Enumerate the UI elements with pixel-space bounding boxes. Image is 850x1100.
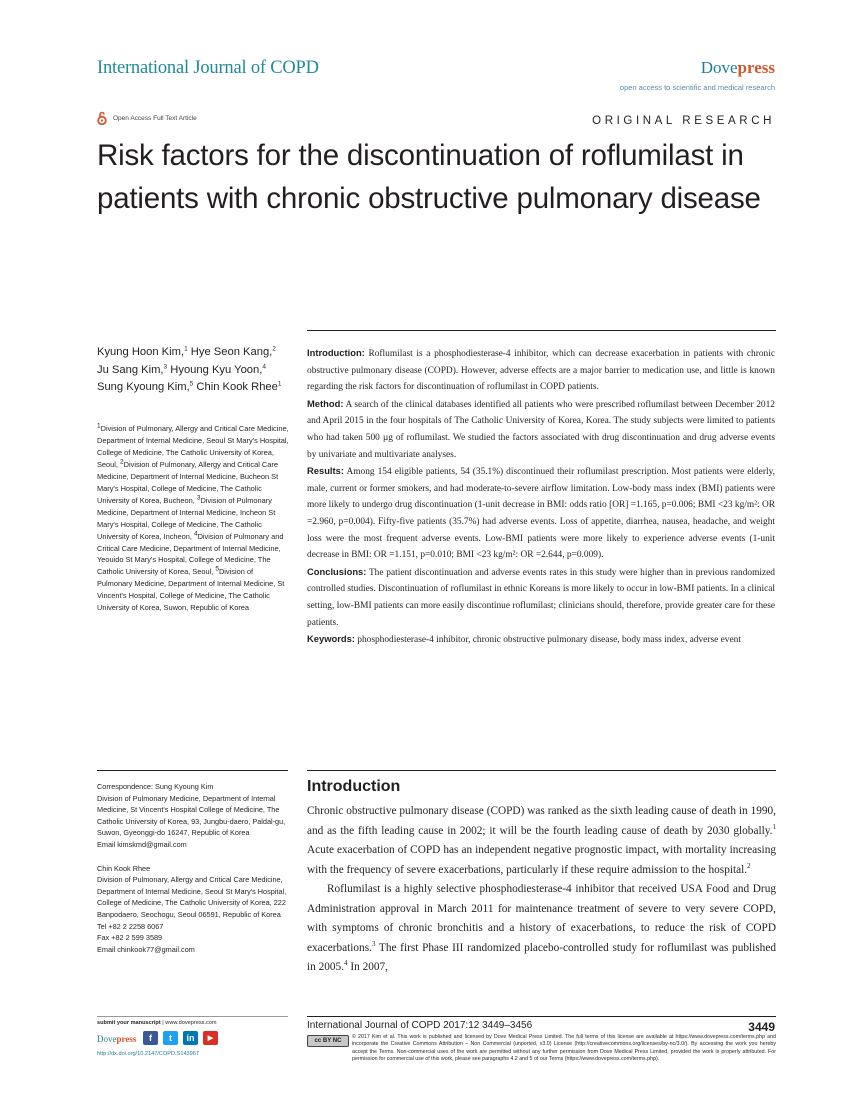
correspondence-name: Correspondence: Sung Kyoung Kim (97, 782, 214, 791)
page-number: 3449 (748, 1020, 775, 1034)
abstract (307, 345, 775, 649)
body-text: Chronic obstructive pulmonary disease (COPD) was ranked as the sixth leading cause of death in 1990, and as the fifth leading cause in 2002; it will be the fourth leading cause of death by 2030 globally. (307, 805, 776, 837)
author-affil-ref: 4 (262, 362, 266, 370)
affil-text: Division of Pulmonary Medicine, Department of Internal Medicine, Incheon St Mary's Hospital, College of Medicine, The Catholic University of Korea, Incheon, (97, 495, 276, 541)
correspondence-email[interactable]: Email kimskmd@gmail.com (97, 839, 187, 849)
spacer (97, 851, 292, 863)
correspondence-tel: Tel +82 2 2258 6067 (97, 921, 164, 931)
abstract-text: phosphodiesterase-4 inhibitor, chronic obstructive pulmonary disease, body mass index, adverse event (354, 635, 741, 646)
linkedin-icon[interactable]: in (183, 1031, 198, 1045)
dovepress-logo[interactable] (701, 58, 775, 78)
open-access-label: Open Access Full Text Article (113, 114, 197, 122)
abstract-results (307, 463, 775, 564)
brand-press: press (737, 58, 775, 77)
correspondence-address: Division of Pulmonary Medicine, Department of Internal Medicine, St Vincent's Hospital College of Medicine, The Catholic University of Korea, 93, Jungbu-daero, Paldal-gu, Suwon, Gyeonggi-do 16247, Republic of Korea (97, 793, 286, 838)
author-name: Ju Sang Kim, (97, 363, 164, 376)
dovepress-footer-logo[interactable] (97, 1034, 136, 1044)
brand-dove: Dove (700, 58, 738, 77)
dovepress-url-link[interactable]: www.dovepress.com (165, 1020, 217, 1026)
author-name: Hyoung Kyu Yoon, (167, 363, 263, 376)
abstract-text: Roflumilast is a phosphodiesterase-4 inhibitor, which can decrease exacerbation in patients with chronic obstructive pulmonary disease (COPD). However, adverse effects are a major barrier to medication use, and little is known regarding the risk factors for discontinuation of roflumilast in COPD patients. (307, 349, 775, 393)
author-affil-ref: 1 (277, 380, 282, 388)
submit-manuscript-link[interactable]: submit your manuscript (97, 1020, 161, 1026)
affil-text: Division of Pulmonary and Critical Care Medicine, Department of Internal Medicine, Yeouido St Mary's Hospital, College of Medicine, The Catholic University of Korea, Seoul, (97, 531, 284, 577)
abstract-text: A search of the clinical databases identified all patients who were prescribed roflumilast between December 2012 and April 2015 in the four hospitals of The Catholic University of Korea, Korea. The study subjects were limited to patients who had taken 500 µg of roflumilast. We studied the factors associated with drug discontinuation and drug adverse events by univariate and multivariate analyses. (307, 399, 775, 460)
abstract-text: Among 154 eligible patients, 54 (35.1%) discontinued their roflumilast prescription. Most patients were elderly, male, current or former smokers, and had moderate-to-severe airflow limitation. Low-body mass index (BMI) patients were more likely to undergo drug discontinuation (1-unit decrease in BMI: odds ratio [OR] =1.165, p=0.006; BMI <23 kg/m²: OR =2.960, p=0.004). Fifty-five patients (35.7%) had adverse events. Loss of appetite, diarrhea, nausea, headache, and weight loss were the most frequent adverse events. Low-BMI patients were more likely to experience adverse events (1-unit decrease in BMI: OR =1.151, p=0.010; BMI <23 kg/m²: OR =2.644, p=0.009). (307, 467, 775, 561)
affil-number: 3 (196, 494, 201, 502)
correspondence-name: Chin Kook Rhee (97, 863, 151, 873)
submit-manuscript-line (97, 1020, 217, 1026)
abstract-keywords (307, 631, 775, 649)
affil-number: 5 (215, 565, 219, 573)
abstract-introduction (307, 345, 775, 396)
doi-link[interactable]: http://dx.doi.org/10.2147/COPD.S143967 (97, 1051, 199, 1057)
body-text: In 2007, (347, 961, 389, 973)
correspondence-top-rule (97, 770, 288, 771)
journal-name: International Journal of COPD (97, 58, 319, 78)
introduction-paragraph (307, 802, 776, 880)
open-access-lock-icon (97, 111, 107, 125)
footer-rule-right (307, 1016, 776, 1017)
abstract-method (307, 396, 775, 463)
abstract-label: Method: (307, 397, 344, 409)
article-type: ORIGINAL RESEARCH (592, 115, 775, 127)
correspondence-address: Division of Pulmonary, Allergy and Critical Care Medicine, Department of Internal Medicine, Seoul St Mary's Hospital, College of Medicine, The Catholic University of Korea, 222 Banpodaero, Seochogu, Seoul 06591, Republic of Korea (97, 875, 287, 919)
abstract-label: Introduction: (307, 347, 365, 358)
author-list (97, 344, 287, 397)
affil-number: 2 (120, 458, 124, 466)
introduction-top-rule (307, 770, 776, 771)
journal-citation: International Journal of COPD 2017:12 3449–3456 (307, 1020, 533, 1031)
citation-ref[interactable]: 3 (371, 939, 376, 948)
footer-rule-left (97, 1016, 288, 1017)
brand-tagline: open access to scientific and medical research (619, 83, 775, 92)
abstract-conclusions (307, 564, 775, 631)
social-links (143, 1031, 218, 1045)
affil-text: Division of Pulmonary, Allergy and Critical Care Medicine, Department of Internal Medicine, Bucheon St Mary's Hospital, College of Medicine, The Catholic University of Korea, Bucheon, (97, 459, 279, 505)
introduction-paragraph (307, 880, 776, 978)
correspondence-email[interactable]: Email chinkook77@gmail.com (97, 944, 195, 954)
open-access-badge (97, 111, 197, 125)
abstract-top-rule (307, 330, 776, 331)
correspondence (97, 781, 292, 955)
separator: | (160, 1020, 166, 1026)
author-affil-ref: 5 (189, 380, 194, 388)
abstract-label: Conclusions: (307, 565, 367, 577)
correspondence-fax: Fax +82 2 599 3589 (97, 933, 163, 943)
brand-press: press (116, 1034, 137, 1044)
author-name: Hye Seon Kang, (187, 346, 273, 358)
affil-text: Division of Pulmonary, Allergy and Critical Care Medicine, Department of Internal Medicine, Seoul St Mary's Hospital, College of Medicine, The Catholic University of Korea, Seoul, (97, 424, 289, 469)
affil-number: 1 (97, 422, 101, 430)
affil-text: Division of Pulmonary Medicine, Department of Internal Medicine, St Vincent's Hospital, College of Medicine, The Catholic University of Korea, Suwon, Republic of Korea (97, 567, 285, 613)
author-name: Chin Kook Rhee (193, 381, 278, 394)
body-text: Roflumilast is a highly selective phosphodiesterase-4 inhibitor that received USA Food and Drug Administration approval in March 2011 for maintenance treatment of severe to very severe COPD, with symptoms of chronic bronchitis and a history of exacerbations, to reduce the risk of COPD exacerbations. (307, 883, 776, 954)
abstract-label: Results: (307, 465, 344, 477)
citation-ref[interactable]: 1 (772, 822, 776, 831)
facebook-icon[interactable]: f (143, 1031, 158, 1045)
author-affil-ref: 3 (163, 362, 168, 370)
citation-ref[interactable]: 4 (344, 959, 348, 968)
abstract-label: Keywords: (307, 633, 355, 645)
introduction-body (307, 802, 776, 978)
citation-ref[interactable]: 2 (747, 861, 751, 870)
article-title: Risk factors for the discontinuation of roflumilast in patients with chronic obstructive pulmonary disease (97, 139, 761, 215)
body-text: Acute exacerbation of COPD has an independent negative prognostic impact, with mortality increasing with the frequency of severe exacerbations, particularly if these require admission to the hospital. (307, 844, 776, 876)
twitter-icon[interactable]: t (163, 1031, 178, 1045)
body-text: The first Phase III randomized placebo-controlled study for roflumilast was published in 2005. (307, 941, 776, 973)
affil-number: 4 (193, 530, 198, 538)
introduction-heading: Introduction (307, 778, 401, 795)
creative-commons-icon[interactable]: cc BY NC (307, 1035, 349, 1047)
brand-dove: Dove (97, 1034, 117, 1044)
affiliations (97, 423, 289, 614)
license-text: © 2017 Kim et al. This work is published and licensed by Dove Medical Press Limited. The full terms of this license are available at https://www.dovepress.com/terms.php and incorporate the Creative Commons Attribution – Non Commercial (unported, v3.0) License (http://creativecommons.org/licenses/by-nc/3.0/). By accessing the work you hereby accept the Terms. Non-commercial uses of the work are permitted without any further permission from Dove Medical Press Limited, provided the work is properly attributed. For permission for commercial use of this work, please see paragraphs 4.2 and 5 of our Terms (https://www.dovepress.com/terms.php). (352, 1034, 776, 1063)
author-name: Sung Kyoung Kim, (97, 381, 190, 394)
author-affil-ref: 1 (184, 345, 188, 353)
author-name: Kyung Hoon Kim, (97, 346, 185, 358)
abstract-text: The patient discontinuation and adverse events rates in this study were higher than in previous randomized controlled studies. Discontinuation of roflumilast in ethnic Koreans is more likely to occur in low-BMI patients. In a clinical setting, low-BMI patients can more easily discontinue roflumilast; clinicians should, therefore, provide greater care for these patients. (307, 567, 775, 628)
youtube-icon[interactable]: ▶ (203, 1031, 218, 1045)
author-affil-ref: 2 (272, 345, 276, 353)
